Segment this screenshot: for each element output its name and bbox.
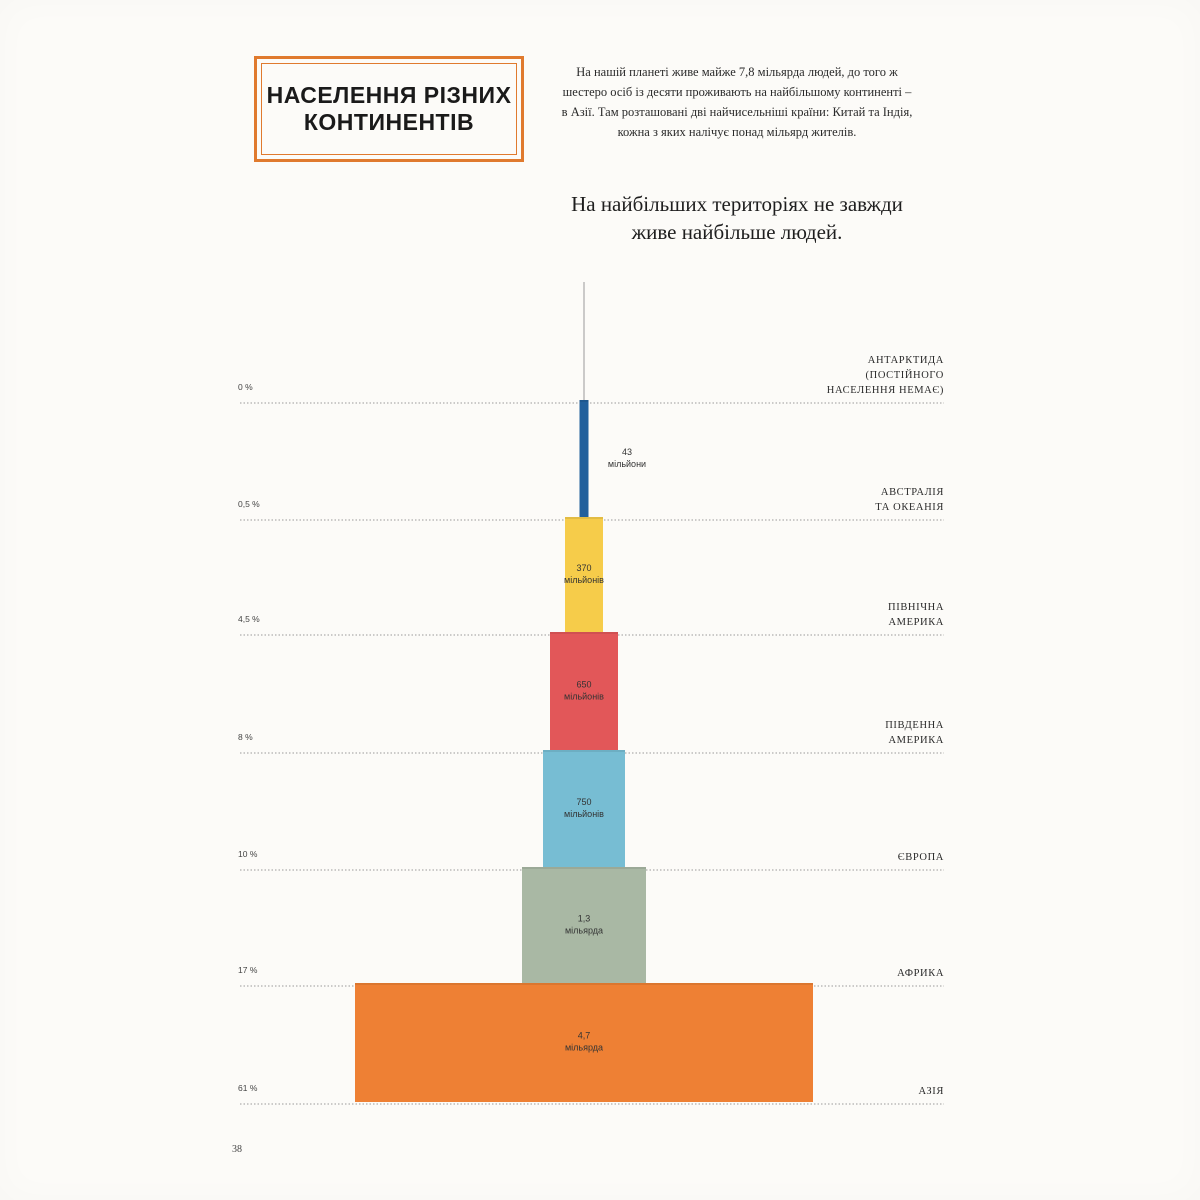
- bar-4-top-edge: [543, 750, 625, 752]
- percent-label-5: 17 %: [238, 965, 258, 975]
- value-label-2-line-1: мільйонів: [564, 575, 604, 585]
- value-label-5-line-0: 1,3: [577, 913, 591, 924]
- continent-label-5-line-0: АФРИКА: [897, 968, 944, 979]
- continent-label-0-line-0: АНТАРКТИДА: [867, 355, 944, 366]
- bar-6-top-edge: [355, 983, 813, 985]
- value-label-4-line-0: 750: [576, 797, 592, 807]
- continent-label-0-line-2: НАСЕЛЕННЯ НЕМАЄ): [826, 385, 944, 396]
- chart-subtitle: На найбільших територіях не завжди живе найбільше людей.: [571, 192, 903, 244]
- bar-3-top-edge: [550, 632, 618, 634]
- bar-1-top-edge: [580, 400, 589, 402]
- percent-label-4: 10 %: [238, 849, 258, 859]
- value-label-4-line-1: мільйонів: [564, 809, 604, 819]
- value-label-1-line-0: 43: [621, 447, 633, 457]
- value-label-3-line-0: 650: [576, 679, 592, 690]
- continent-label-1-line-0: АВСТРАЛІЯ: [880, 487, 944, 498]
- bar-2-top-edge: [565, 517, 603, 519]
- page-title-line-1: НАСЕЛЕННЯ РІЗНИХ: [266, 82, 512, 108]
- continent-label-1-line-1: ТА ОКЕАНІЯ: [875, 502, 944, 513]
- continent-label-0-line-1: (ПОСТІЙНОГО: [865, 370, 944, 381]
- percent-label-0: 0 %: [238, 382, 253, 392]
- percent-label-6: 61 %: [238, 1083, 258, 1093]
- continent-label-6-line-0: АЗІЯ: [918, 1086, 944, 1097]
- continent-label-3-line-1: АМЕРИКА: [888, 735, 944, 746]
- value-label-2-line-0: 370: [576, 563, 592, 573]
- page-number: 38: [232, 1144, 242, 1155]
- continent-label-2-line-1: АМЕРИКА: [888, 617, 944, 628]
- value-label-6-line-0: 4,7: [577, 1030, 591, 1041]
- page-title-line-2: КОНТИНЕНТІВ: [303, 109, 475, 135]
- intro-paragraph: На нашій планеті живе майже 7,8 мільярда людей, до того ж шестеро осіб із десяти проживають на найбільшому континенті – в Азії. Там розташовані дві найчисельніші країни: Китай та Індія, кожна з яких налічує понад мільярд жителів.: [561, 65, 913, 139]
- value-label-3-line-1: мільйонів: [564, 691, 604, 702]
- continent-label-3-line-0: ПІВДЕННА: [885, 720, 944, 731]
- continent-label-2-line-0: ПІВНІЧНА: [888, 602, 944, 613]
- bar-5-top-edge: [522, 867, 646, 869]
- value-label-1-line-1: мільйони: [607, 459, 647, 469]
- value-label-5-line-1: мільярда: [564, 925, 604, 936]
- bar-1: [580, 400, 589, 518]
- percent-label-2: 4,5 %: [238, 614, 260, 624]
- continent-label-4-line-0: ЄВРОПА: [897, 852, 944, 863]
- percent-label-3: 8 %: [238, 732, 253, 742]
- value-label-6-line-1: мільярда: [564, 1042, 604, 1053]
- percent-label-1: 0,5 %: [238, 499, 260, 509]
